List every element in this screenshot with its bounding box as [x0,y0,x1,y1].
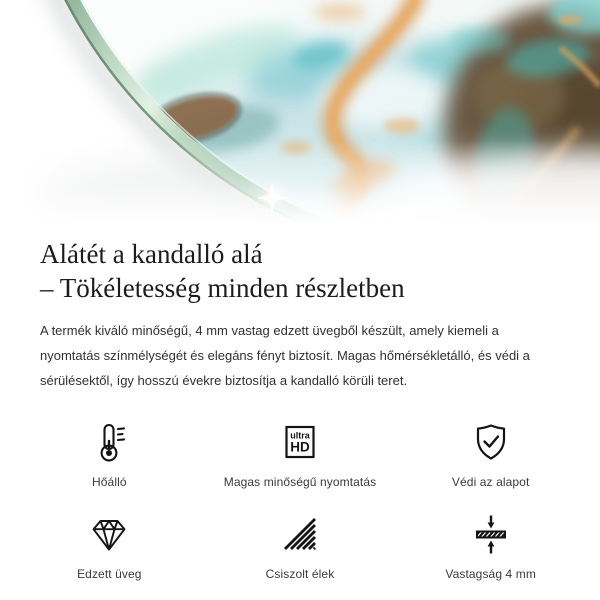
ultra-hd-text-top: ultra [290,430,310,441]
feature-polished-edges [205,511,396,581]
polished-edges-icon [278,511,322,557]
ultra-hd-icon [278,419,322,465]
page-title-line2: – Tökéletesség minden részletben [40,273,405,303]
thermometer-icon [87,419,131,465]
feature-label: Csiszolt élek [265,567,335,581]
ultra-hd-text-bottom: HD [290,439,310,455]
page-title [40,237,560,305]
feature-grid [14,419,586,581]
diamond-icon [87,511,131,557]
feature-high-quality-print [205,419,396,489]
feature-label: Magas minőségű nyomtatás [223,475,377,489]
feature-tempered-glass [14,511,205,581]
feature-label: Védi az alapot [451,475,530,489]
page-title-line1: Alátét a kandalló alá [40,239,263,269]
glass-mat-artwork [0,0,600,232]
feature-heat-resistant [14,419,205,489]
feature-label: Edzett üveg [77,567,142,581]
feature-thickness [395,511,586,581]
feature-label: Hőálló [92,475,127,489]
product-description: A termék kiváló minőségű, 4 mm vastag edzett üvegből készült, amely kiemeli a nyomtatás színmélységét és elegáns fényt biztosít. Magas hőmérsékletálló, és védi a sérülésektől, így hosszú évekre biztosítja a kandalló körüli teret. [40,323,530,388]
product-description-section [0,237,600,393]
shield-check-icon [469,419,513,465]
feature-protects-base [395,419,586,489]
product-image [0,0,600,232]
feature-label: Vastagság 4 mm [445,567,536,581]
thickness-icon [469,511,513,557]
